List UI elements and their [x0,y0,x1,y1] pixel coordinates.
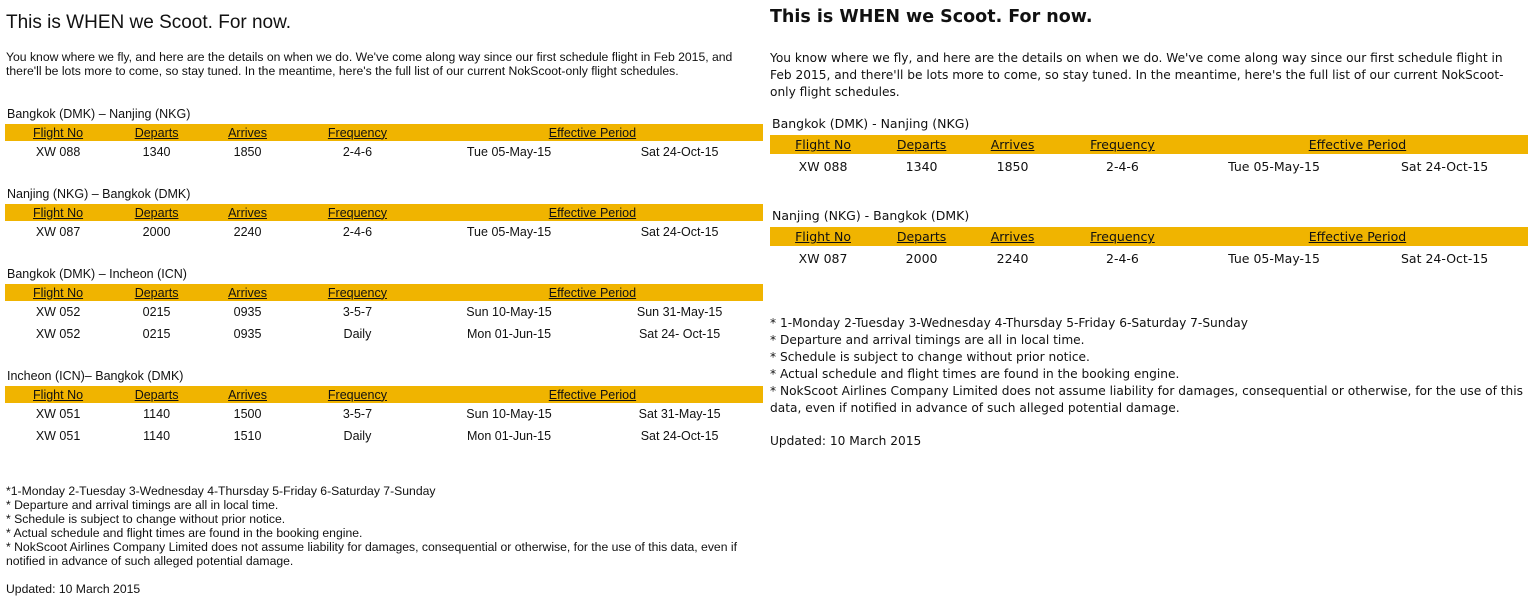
header-departs[interactable]: Departs [896,229,947,244]
arrives-cell: 1850 [996,158,1029,174]
effective-to-cell: Sat 24-Oct-15 [640,429,719,443]
header-departs-cell [111,124,202,141]
header-frequency[interactable]: Frequency [327,125,387,140]
notes [6,484,762,568]
header-flight-no[interactable]: Flight No [33,387,84,402]
note-item: * Schedule is subject to change without prior notice. [6,512,286,526]
schedule-table [770,135,1528,178]
note-item: * 1-Monday 2-Tuesday 3-Wednesday 4-Thursday 5-Friday 6-Saturday 7-Sunday [770,316,1248,330]
table-row [770,154,1528,178]
header-arrives[interactable]: Arrives [228,125,267,140]
header-effective-period-cell [422,284,763,301]
table-row [770,246,1528,270]
frequency-cell: 3-5-7 [342,407,373,421]
table-header-row [770,135,1528,154]
departs-cell: 2000 [905,250,938,266]
header-effective-period[interactable]: Effective Period [548,205,637,220]
header-arrives-cell [202,124,293,141]
departs-cell: 0215 [142,305,171,319]
departs-cell: 1140 [143,407,171,421]
note-item: * Actual schedule and flight times are found in the booking engine. [770,367,1180,381]
flight-no-cell: XW 051 [35,407,81,421]
header-arrives[interactable]: Arrives [228,205,267,220]
route-title: Bangkok (DMK) – Nanjing (NKG) [7,107,191,121]
header-effective-period-cell [422,204,763,221]
header-flight-no[interactable]: Flight No [795,229,851,244]
header-frequency[interactable]: Frequency [327,285,387,300]
header-departs[interactable]: Departs [896,137,947,152]
table-row [5,221,763,243]
updated-date: Updated: 10 March 2015 [6,582,141,596]
header-departs[interactable]: Departs [134,125,179,140]
flight-no-cell: XW 088 [798,158,848,174]
header-arrives-cell [967,227,1058,246]
header-flight-no-cell [770,135,876,154]
note-item: * NokScoot Airlines Company Limited does not assume liability for damages, consequential or otherwise, for the use of this data, even if notified in advance of such alleged potential damage. [6,540,737,568]
arrives-cell: 1510 [233,429,262,443]
flight-no-cell: XW 052 [35,305,81,319]
table-row [5,425,763,447]
departs-cell: 1140 [143,429,171,443]
flight-no-cell: XW 052 [35,327,81,341]
header-effective-period-cell [1187,135,1528,154]
table-row [5,301,763,323]
header-frequency-cell [293,386,422,403]
effective-from-cell: Sun 10-May-15 [466,407,552,421]
frequency-cell: Daily [343,327,372,341]
arrives-cell: 2240 [233,225,262,239]
arrives-cell: 1500 [233,407,262,421]
effective-to-cell: Sat 24- Oct-15 [638,327,721,341]
header-arrives[interactable]: Arrives [228,387,267,402]
header-effective-period[interactable]: Effective Period [548,387,637,402]
table-row [5,403,763,425]
table-row [5,323,763,345]
header-flight-no[interactable]: Flight No [33,125,84,140]
arrives-cell: 0935 [233,327,262,341]
schedule-table [5,124,763,163]
arrives-cell: 2240 [996,250,1029,266]
schedule-table [5,386,763,447]
frequency-cell: 2-4-6 [342,145,373,159]
header-flight-no[interactable]: Flight No [33,285,84,300]
header-departs[interactable]: Departs [134,205,179,220]
effective-from-cell: Tue 05-May-15 [1228,250,1320,266]
departs-cell: 2000 [142,225,171,239]
intro-text: You know where we fly, and here are the details on when we do. We've come along way since our first schedule flight in Feb 2015, and there'll be lots more to come, so stay tuned. In the meantime, here's the full list of our current NokScoot-only flight schedules. [6,50,733,78]
header-departs[interactable]: Departs [134,285,179,300]
header-effective-period[interactable]: Effective Period [1308,229,1407,244]
table-row [5,141,763,163]
header-flight-no[interactable]: Flight No [33,205,84,220]
flight-no-cell: XW 051 [35,429,81,443]
departs-cell: 1340 [905,158,938,174]
frequency-cell: 2-4-6 [1106,250,1139,266]
header-frequency[interactable]: Frequency [327,205,387,220]
header-departs-cell [876,135,967,154]
table-header-row [5,124,763,141]
table-header-row [5,386,763,403]
intro-text: You know where we fly, and here are the details on when we do. We've come along way since our first schedule flight in Feb 2015, and there'll be lots more to come, so stay tuned. In the meantime, here's the full list of our current NokScoot-only flight schedules. [770,51,1504,99]
effective-to-cell: Sat 24-Oct-15 [1400,250,1489,266]
header-arrives[interactable]: Arrives [990,229,1035,244]
header-flight-no-cell [5,204,111,221]
effective-to-cell: Sat 24-Oct-15 [640,225,719,239]
route-title: Bangkok (DMK) - Nanjing (NKG) [772,116,970,131]
flight-no-cell: XW 088 [35,145,81,159]
header-departs-cell [111,386,202,403]
table-header-row [770,227,1528,246]
effective-from-cell: Mon 01-Jun-15 [467,327,552,341]
header-departs-cell [111,284,202,301]
page-title: This is WHEN we Scoot. For now. [770,7,1093,27]
flight-no-cell: XW 087 [798,250,848,266]
schedule-table [5,204,763,243]
route-title: Nanjing (NKG) – Bangkok (DMK) [7,187,191,201]
header-frequency-cell [293,204,422,221]
schedule-table [770,227,1528,270]
header-frequency[interactable]: Frequency [1090,137,1155,152]
frequency-cell: Daily [343,429,372,443]
header-effective-period-cell [422,124,763,141]
header-arrives-cell [967,135,1058,154]
route-title: Bangkok (DMK) – Incheon (ICN) [7,267,187,281]
header-departs-cell [111,204,202,221]
note-item: * Schedule is subject to change without prior notice. [770,350,1090,364]
note-item: * Departure and arrival timings are all in local time. [6,498,279,512]
note-item: * Actual schedule and flight times are found in the booking engine. [6,526,363,540]
header-departs[interactable]: Departs [134,387,179,402]
header-flight-no-cell [5,284,111,301]
header-arrives-cell [202,284,293,301]
flight-no-cell: XW 087 [35,225,81,239]
header-frequency[interactable]: Frequency [327,387,387,402]
header-effective-period[interactable]: Effective Period [1308,137,1407,152]
header-arrives-cell [202,386,293,403]
header-frequency-cell [1058,135,1187,154]
arrives-cell: 0935 [233,305,262,319]
header-arrives[interactable]: Arrives [990,137,1035,152]
header-frequency[interactable]: Frequency [1090,229,1155,244]
effective-to-cell: Sat 24-Oct-15 [640,145,719,159]
frequency-cell: 3-5-7 [342,305,373,319]
header-arrives-cell [202,204,293,221]
header-frequency-cell [293,124,422,141]
header-effective-period[interactable]: Effective Period [548,125,637,140]
note-item: * NokScoot Airlines Company Limited does not assume liability for damages, consequential or otherwise, for the use of this data, even if notified in advance of such alleged potential damage. [770,384,1524,415]
notes [770,315,1525,417]
updated-date: Updated: 10 March 2015 [770,434,922,448]
note-item: * Departure and arrival timings are all in local time. [770,333,1085,347]
table-header-row [5,284,763,301]
header-flight-no[interactable]: Flight No [795,137,851,152]
header-frequency-cell [1058,227,1187,246]
departs-cell: 0215 [142,327,171,341]
route-title: Nanjing (NKG) - Bangkok (DMK) [772,208,970,223]
effective-from-cell: Mon 01-Jun-15 [467,429,552,443]
frequency-cell: 2-4-6 [1106,158,1139,174]
note-item: *1-Monday 2-Tuesday 3-Wednesday 4-Thursday 5-Friday 6-Saturday 7-Sunday [6,484,436,498]
departs-cell: 1340 [142,145,171,159]
header-flight-no-cell [770,227,876,246]
effective-from-cell: Tue 05-May-15 [1228,158,1320,174]
header-flight-no-cell [5,124,111,141]
header-flight-no-cell [5,386,111,403]
header-effective-period-cell [1187,227,1528,246]
route-title: Incheon (ICN)– Bangkok (DMK) [7,369,184,383]
effective-to-cell: Sun 31-May-15 [636,305,723,319]
page-title: This is WHEN we Scoot. For now. [6,12,292,33]
effective-from-cell: Tue 05-May-15 [466,225,552,239]
header-frequency-cell [293,284,422,301]
effective-from-cell: Sun 10-May-15 [466,305,552,319]
header-departs-cell [876,227,967,246]
header-effective-period[interactable]: Effective Period [548,285,637,300]
table-header-row [5,204,763,221]
header-effective-period-cell [422,386,763,403]
effective-to-cell: Sat 31-May-15 [638,407,721,421]
effective-to-cell: Sat 24-Oct-15 [1400,158,1489,174]
arrives-cell: 1850 [233,145,262,159]
frequency-cell: 2-4-6 [342,225,373,239]
header-arrives[interactable]: Arrives [228,285,267,300]
effective-from-cell: Tue 05-May-15 [466,145,552,159]
schedule-table [5,284,763,345]
